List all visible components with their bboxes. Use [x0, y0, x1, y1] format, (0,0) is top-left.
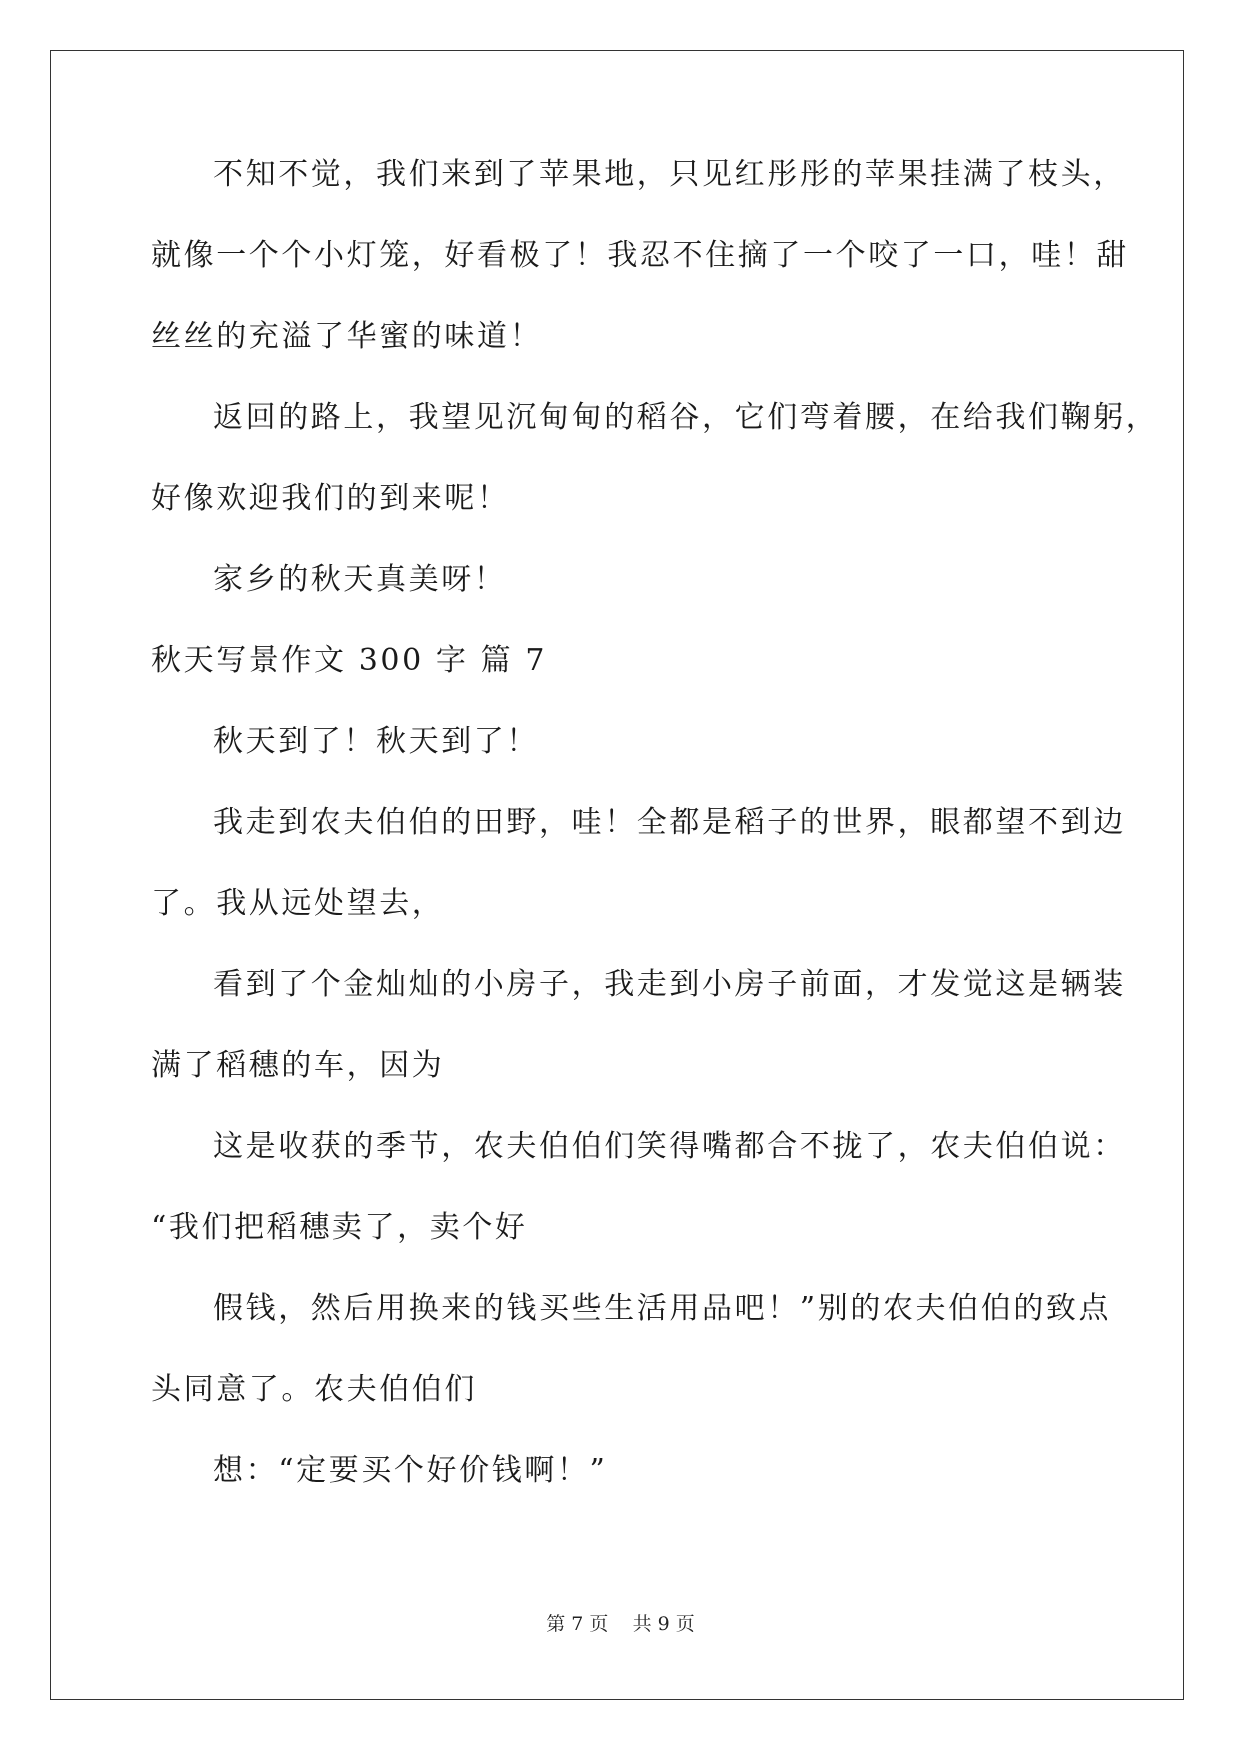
paragraph-line: 就像一个个小灯笼，好看极了！我忍不住摘了一个咬了一口，哇！甜 — [151, 238, 1129, 273]
paragraph-line: 看到了个金灿灿的小房子，我走到小房子前面，才发觉这是辆装 — [213, 967, 1126, 1002]
paragraph-line: 丝丝的充溢了华蜜的味道！ — [151, 319, 543, 354]
paragraph-line: 秋天到了！秋天到了！ — [213, 724, 539, 759]
page-number-footer: 第 7 页 共 9 页 — [546, 1613, 695, 1635]
paragraph-line: 头同意了。农夫伯伯们 — [151, 1372, 477, 1407]
paragraph-line: 家乡的秋天真美呀！ — [213, 562, 507, 597]
paragraph-line: “我们把稻穗卖了，卖个好 — [151, 1210, 528, 1245]
paragraph-line: 这是收获的季节，农夫伯伯们笑得嘴都合不拢了，农夫伯伯说： — [213, 1129, 1126, 1164]
paragraph-line: 满了稻穗的车，因为 — [151, 1048, 445, 1083]
paragraph-line: 了。我从远处望去， — [151, 886, 445, 921]
paragraph-line: 返回的路上，我望见沉甸甸的稻谷，它们弯着腰，在给我们鞠躬， — [213, 400, 1159, 435]
paragraph-line: 想：“定要买个好价钱啊！” — [213, 1453, 608, 1488]
paragraph-line: 不知不觉，我们来到了苹果地，只见红彤彤的苹果挂满了枝头， — [213, 157, 1126, 192]
paragraph-line: 好像欢迎我们的到来呢！ — [151, 481, 510, 516]
paragraph-line: 假钱，然后用换来的钱买些生活用品吧！”别的农夫伯伯的致点 — [213, 1291, 1112, 1326]
paragraph-line: 我走到农夫伯伯的田野，哇！全都是稻子的世界，眼都望不到边 — [213, 805, 1126, 840]
section-heading: 秋天写景作文 300 字 篇 7 — [151, 643, 548, 678]
